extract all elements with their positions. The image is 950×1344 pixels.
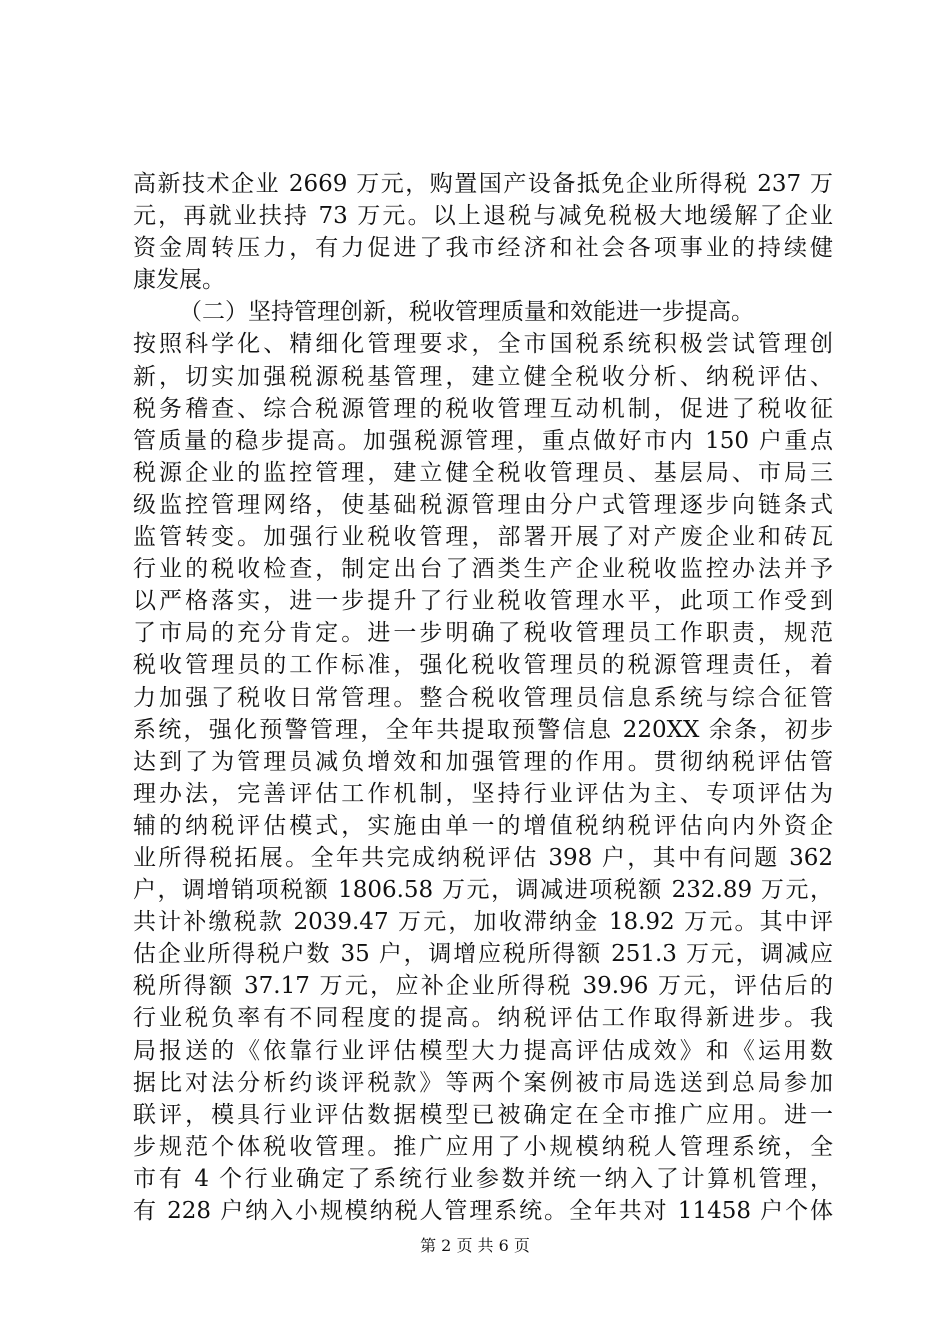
text-line: 步规范个体税收管理。推广应用了小规模纳税人管理系统，全 (133, 1133, 833, 1160)
text-line: 系统，强化预警管理，全年共提取预警信息 220XX 余条，初步 (133, 716, 833, 743)
text-line: 联评，模具行业评估数据模型已被确定在全市推广应用。进一 (133, 1101, 833, 1128)
text-line: 业所得税拓展。全年共完成纳税评估 398 户，其中有问题 362 (133, 844, 833, 871)
text-line: 辅的纳税评估模式，实施由单一的增值税纳税评估向内外资企 (133, 812, 833, 839)
text-line: 据比对法分析约谈评税款》等两个案例被市局选送到总局参加 (133, 1069, 833, 1096)
text-line: 了市局的充分肯定。进一步明确了税收管理员工作职责，规范 (133, 620, 833, 647)
text-line: 监管转变。加强行业税收管理，部署开展了对产废企业和砖瓦 (133, 524, 833, 551)
body-text (133, 168, 833, 1227)
text-line: （二）坚持管理创新，税收管理质量和效能进一步提高。 (179, 299, 754, 326)
text-line: 元，再就业扶持 73 万元。以上退税与减免税极大地缓解了企业 (133, 203, 833, 230)
page-footer: 第 2 页 共 6 页 (420, 1236, 530, 1255)
text-line: 有 228 户纳入小规模纳税人管理系统。全年共对 11458 户个体 (133, 1198, 833, 1224)
text-line: 按照科学化、精细化管理要求，全市国税系统积极尝试管理创 (133, 331, 833, 358)
text-line: 管质量的稳步提高。加强税源管理，重点做好市内 150 户重点 (133, 427, 833, 454)
text-line: 级监控管理网络，使基础税源管理由分户式管理逐步向链条式 (133, 491, 833, 518)
text-line: 资金周转压力，有力促进了我市经济和社会各项事业的持续健 (133, 235, 833, 262)
text-line: 市有 4 个行业确定了系统行业参数并统一纳入了计算机管理， (133, 1165, 833, 1192)
paragraph (133, 296, 833, 1227)
text-line: 理办法，完善评估工作机制，坚持行业评估为主、专项评估为 (133, 780, 833, 807)
text-line: 新，切实加强税源税基管理，建立健全税收分析、纳税评估、 (133, 363, 833, 390)
text-line: 局报送的《依靠行业评估模型大力提高评估成效》和《运用数 (133, 1037, 833, 1064)
text-line: 共计补缴税款 2039.47 万元，加收滞纳金 18.92 万元。其中评 (133, 909, 833, 936)
text-line: 康发展。 (133, 267, 225, 294)
text-line: 高新技术企业 2669 万元，购置国产设备抵免企业所得税 237 万 (133, 171, 833, 197)
text-line: 力加强了税收日常管理。整合税收管理员信息系统与综合征管 (133, 684, 833, 711)
text-line: 估企业所得税户数 35 户，调增应税所得额 251.3 万元，调减应 (133, 941, 833, 968)
text-line: 税源企业的监控管理，建立健全税收管理员、基层局、市局三 (133, 459, 833, 486)
text-line: 行业的税收检查，制定出台了酒类生产企业税收监控办法并予 (133, 556, 833, 583)
text-line: 行业税负率有不同程度的提高。纳税评估工作取得新进步。我 (133, 1005, 833, 1032)
text-line: 税务稽查、综合税源管理的税收管理互动机制，促进了税收征 (133, 395, 833, 422)
text-line: 以严格落实，进一步提升了行业税收管理水平，此项工作受到 (133, 588, 833, 615)
text-line: 税收管理员的工作标准，强化税收管理员的税源管理责任，着 (133, 652, 833, 679)
paragraph (133, 168, 833, 296)
text-line: 达到了为管理员减负增效和加强管理的作用。贯彻纳税评估管 (133, 748, 833, 775)
text-line: 税所得额 37.17 万元，应补企业所得税 39.96 万元，评估后的 (133, 973, 833, 1000)
text-line: 户，调增销项税额 1806.58 万元，调减进项税额 232.89 万元， (133, 877, 833, 904)
